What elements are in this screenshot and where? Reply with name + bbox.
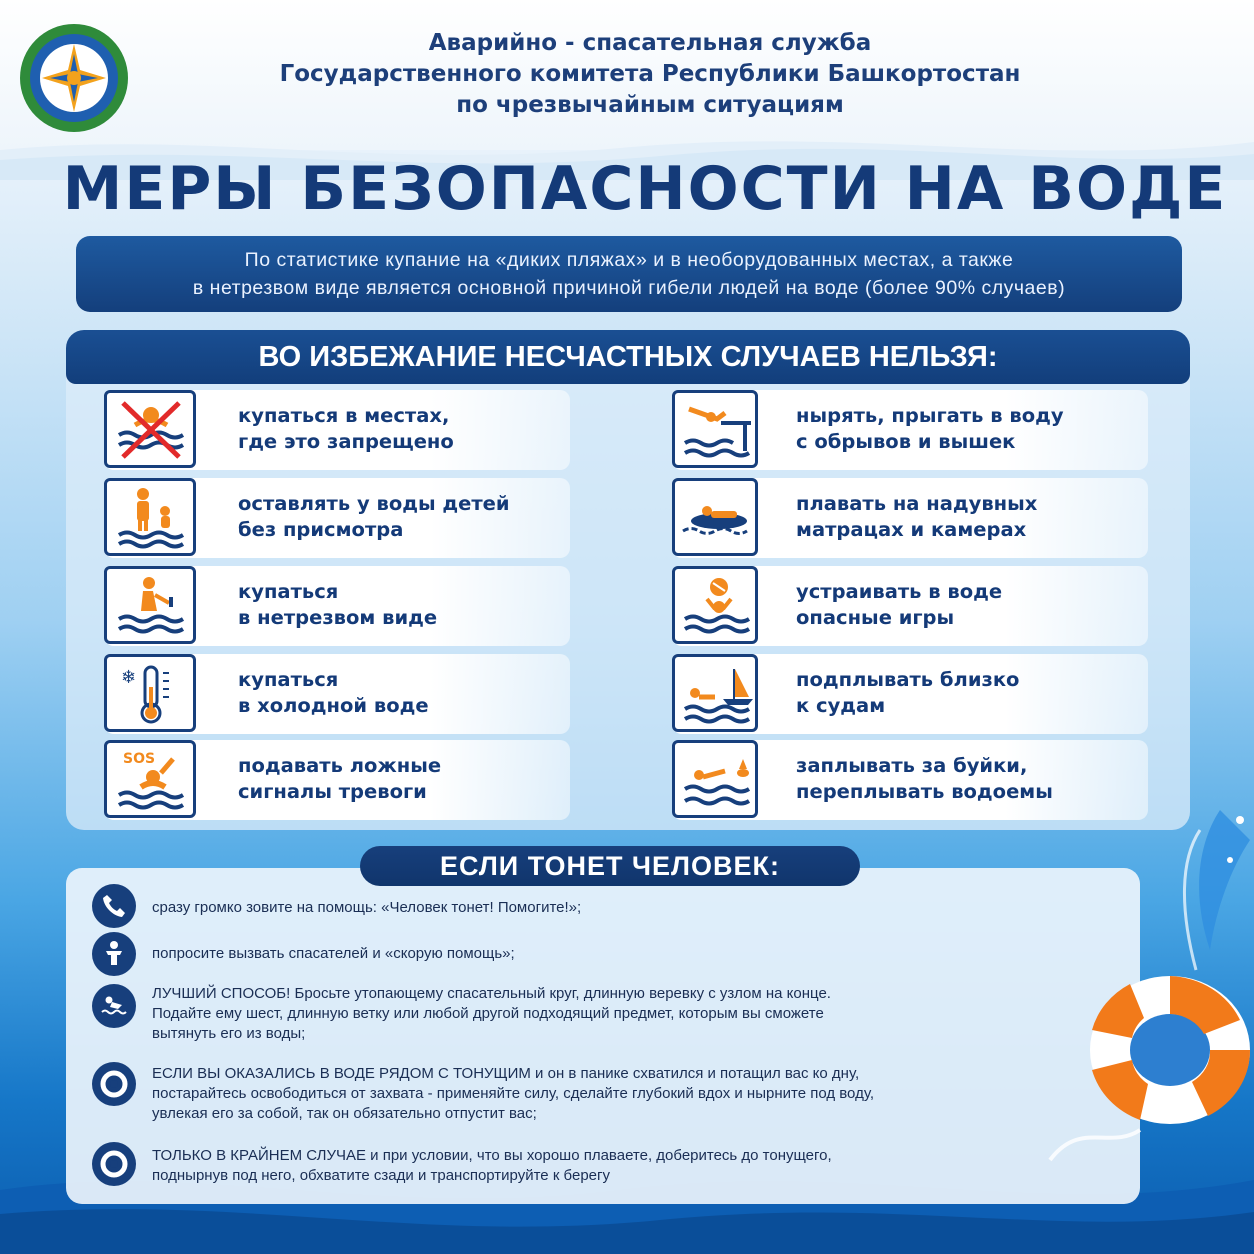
page-title: МЕРЫ БЕЗОПАСНОСТИ НА ВОДЕ: [62, 154, 1228, 224]
drowning-tip: [152, 1064, 1032, 1124]
buoy-swimmer-icon: [681, 749, 757, 811]
rule-line: купаться: [238, 580, 339, 603]
rule-line: в холодной воде: [238, 694, 429, 717]
tip-line: ЕСЛИ ВЫ ОКАЗАЛИСЬ В ВОДЕ РЯДОМ С ТОНУЩИМ и он в панике схватился и потащил вас ко дну,: [152, 1065, 860, 1082]
organization-title: [200, 28, 1100, 121]
rule-line: матрацах и камерах: [796, 518, 1027, 541]
tip-line: поднырнув под него, обхватите сзади и транспортируйте к берегу: [152, 1167, 610, 1184]
drowning-tip: [152, 1146, 1032, 1186]
rule-item: [672, 478, 1148, 558]
org-line-3: по чрезвычайным ситуациям: [456, 92, 844, 118]
lifebuoy-icon: [100, 1150, 128, 1178]
rule-line: переплывать водоемы: [796, 780, 1053, 803]
svg-text:❄: ❄: [121, 667, 137, 688]
tip-line: попросите вызвать спасателей и «скорую помощь»;: [152, 945, 515, 962]
rule-item: [104, 740, 570, 820]
phone-icon: [100, 892, 128, 920]
tip-line: вытянуть его из воды;: [152, 1025, 306, 1042]
org-line-1: Аварийно - спасательная служба: [428, 30, 872, 56]
tip-line: ТОЛЬКО В КРАЙНЕМ СЛУЧАЕ и при условии, что вы хорошо плаваете, доберитесь до тонущего,: [152, 1147, 832, 1164]
rule-item: [672, 566, 1148, 646]
tip-line: сразу громко зовите на помощь: «Человек тонет! Помогите!»;: [152, 899, 582, 916]
boat-swimmer-icon: [681, 663, 757, 725]
rule-item: [672, 740, 1148, 820]
drowning-header: ЕСЛИ ТОНЕТ ЧЕЛОВЕК:: [360, 846, 860, 886]
air-mattress-icon: [681, 487, 757, 549]
org-line-2: Государственного комитета Республики Башкортостан: [279, 61, 1021, 87]
tip-line: постарайтесь освободиться от захвата - применяйте силу, сделайте глубокий вдох и нырните под воду,: [152, 1085, 874, 1102]
rule-line: к судам: [796, 694, 886, 717]
rule-line: сигналы тревоги: [238, 780, 427, 803]
rule-line: подавать ложные: [238, 754, 442, 777]
svg-text:SOS: SOS: [123, 751, 156, 767]
statistic-box: [76, 236, 1182, 312]
tip-line: увлекая его за собой, так он обязательно отпустит вас;: [152, 1105, 537, 1122]
forbidden-header: ВО ИЗБЕЖАНИЕ НЕСЧАСТНЫХ СЛУЧАЕВ НЕЛЬЗЯ:: [66, 330, 1190, 384]
lifebuoy-ring-illustration: [1040, 960, 1254, 1190]
rule-line: в нетрезвом виде: [238, 606, 438, 629]
rule-item: [104, 566, 570, 646]
rule-line: заплывать за буйки,: [796, 754, 1028, 777]
rule-line: подплывать близко: [796, 668, 1020, 691]
rule-line: опасные игры: [796, 606, 955, 629]
water-games-icon: [681, 575, 757, 637]
diving-icon: [681, 399, 757, 461]
child-supervision-icon: [113, 487, 189, 549]
rule-line: оставлять у воды детей: [238, 492, 510, 515]
drowning-tip: [152, 944, 1032, 964]
drowning-tip: [152, 898, 1032, 918]
lifebuoy-icon: [100, 1070, 128, 1098]
tip-line: Подайте ему шест, длинную ветку или любой другой подходящий предмет, которым вы сможете: [152, 1005, 824, 1022]
rule-item: [672, 654, 1148, 734]
rescuer-icon: [100, 940, 128, 968]
rule-line: нырять, прыгать в воду: [796, 404, 1064, 427]
rule-line: купаться: [238, 668, 339, 691]
statistic-line-2: в нетрезвом виде является основной причиной гибели людей на воде (более 90% случаев): [192, 277, 1066, 299]
drowning-tip: [152, 984, 1032, 1044]
swimmer-icon: [100, 992, 128, 1020]
rule-item: [104, 478, 570, 558]
rule-item: [104, 654, 570, 734]
rule-line: с обрывов и вышек: [796, 430, 1016, 453]
rule-line: купаться в местах,: [238, 404, 450, 427]
cold-thermometer-icon: [113, 663, 189, 725]
rule-line: устраивать в воде: [796, 580, 1003, 603]
rule-item: [104, 390, 570, 470]
tip-line: ЛУЧШИЙ СПОСОБ! Бросьте утопающему спасательный круг, длинную веревку с узлом на конце.: [152, 985, 831, 1002]
drunk-swimmer-icon: [113, 575, 189, 637]
no-swimming-icon: [113, 399, 189, 461]
sos-signal-icon: [113, 749, 189, 811]
rule-item: [672, 390, 1148, 470]
rule-line: плавать на надувных: [796, 492, 1038, 515]
emercom-logo: [18, 22, 130, 134]
rule-line: где это запрещено: [238, 430, 454, 453]
statistic-line-1: По статистике купание на «диких пляжах» и в необорудованных местах, а также: [244, 249, 1014, 271]
rule-line: без присмотра: [238, 518, 404, 541]
